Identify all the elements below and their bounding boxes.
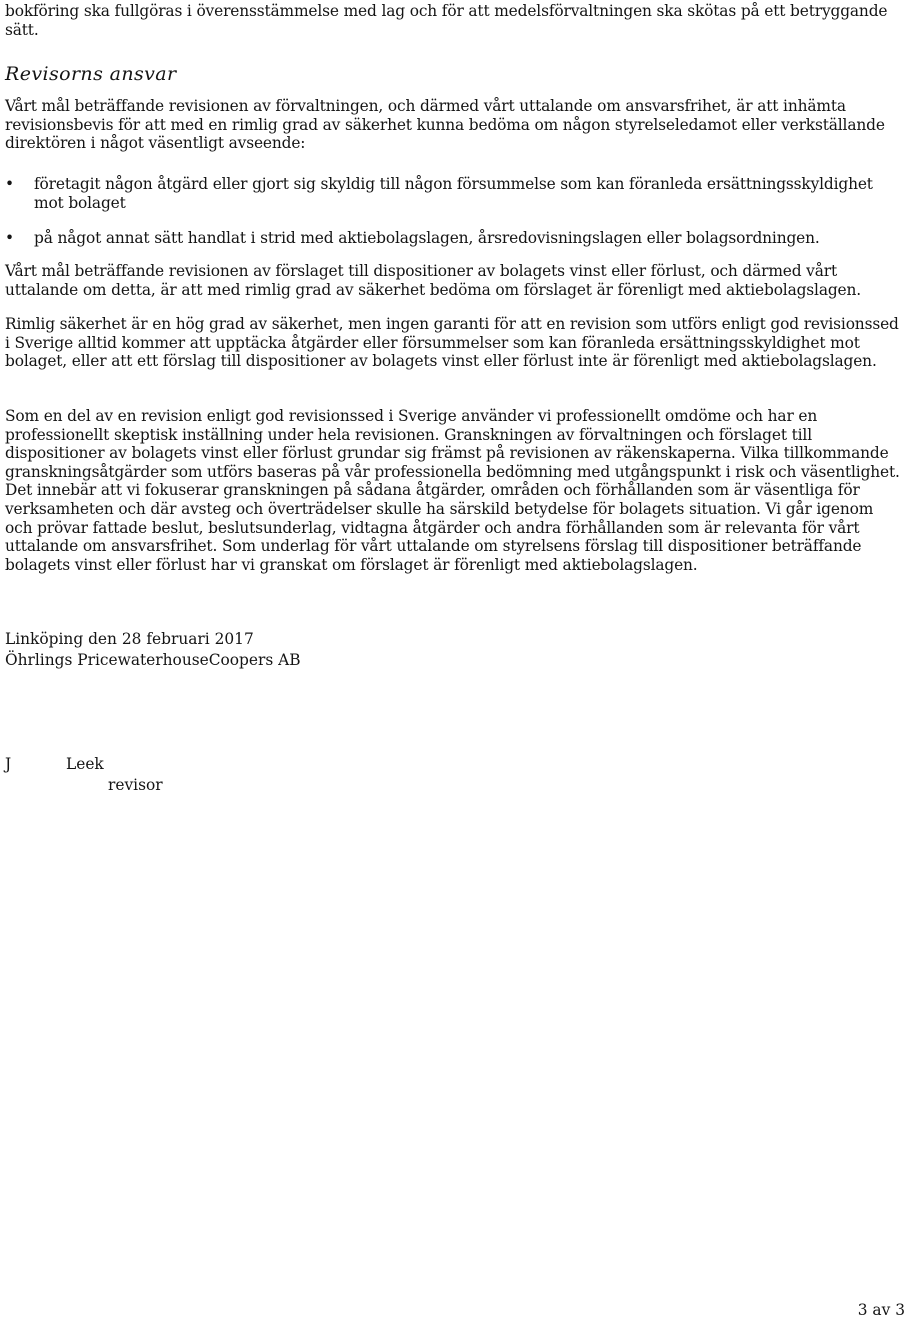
section-heading: Revisorns ansvar [5,63,177,85]
signature-name-last: Leek [66,755,104,773]
bullet-icon: • [5,175,15,193]
bullet-icon: • [5,229,15,247]
paragraph-proposal-objective: Vårt mål beträffande revisionen av förslaget till dispositioner av bolagets vinst eller förlust, och därmed vårt uttalande om detta, är att med rimlig grad av säkerhet bedöma om förslaget är förenligt med aktiebolagslagen. [5,262,862,299]
paragraph-objective: Vårt mål beträffande revisionen av förvaltningen, och därmed vårt uttalande om ansvarsfrihet, är att inhämta revisionsbevis för att med en rimlig grad av säkerhet kunna bedöma om någon styrelseledamot eller verkställande direktören i något väsentligt avseende: [5,97,885,153]
bullet-item-violation: på något annat sätt handlat i strid med aktiebolagslagen, årsredovisningslagen eller bolagsordningen. [34,229,820,247]
signature-firm: Öhrlings PricewaterhouseCoopers AB [5,651,301,669]
paragraph-professional-judgement: Som en del av en revision enligt god revisionssed i Sverige använder vi professionellt omdöme och har en professionellt skeptisk inställning under hela revisionen. Granskningen av förvaltningen och förslaget till dispositioner av bolagets vinst eller förlust grundar sig främst på revisionen av räkenskaperna. Vilka tillkommande granskningsåtgärder som utförs baseras på vår professionella bedömning med utgångspunkt i risk och väsentlighet. Det innebär att vi fokuserar granskningen på sådana åtgärder, områden och förhållanden som är väsentliga för verksamheten och där avsteg och överträdelser skulle ha särskild betydelse för bolagets situation. Vi går igenom och prövar fattade beslut, beslutsunderlag, vidtagna åtgärder och andra förhållanden som är relevanta för vårt uttalande om ansvarsfrihet. Som underlag för vårt uttalande om styrelsens förslag till dispositioner beträffande bolagets vinst eller förlust har vi granskat om förslaget är förenligt med aktiebolagslagen. [5,407,900,574]
signature-name-initial: J [5,755,12,773]
signature-place-date: Linköping den 28 februari 2017 [5,630,254,648]
paragraph-reasonable-assurance: Rimlig säkerhet är en hög grad av säkerhet, men ingen garanti för att en revision som utförs enligt god revisionssed i Sverige alltid kommer att upptäcka åtgärder eller försummelser som kan föranleda ersättningsskyldighet mot bolaget, eller att ett förslag till dispositioner av bolagets vinst eller förlust inte är förenligt med aktiebolagslagen. [5,315,899,371]
bullet-item-negligence: företagit någon åtgärd eller gjort sig skyldig till någon försummelse som kan föranleda ersättningsskyldighet mot bolaget [34,175,873,212]
page-number: 3 av 3 [857,1301,905,1319]
signature-title: revisor [108,776,163,794]
intro-fragment: bokföring ska fullgöras i överensstämmelse med lag och för att medelsförvaltningen ska skötas på ett betryggande sätt. [5,2,888,39]
